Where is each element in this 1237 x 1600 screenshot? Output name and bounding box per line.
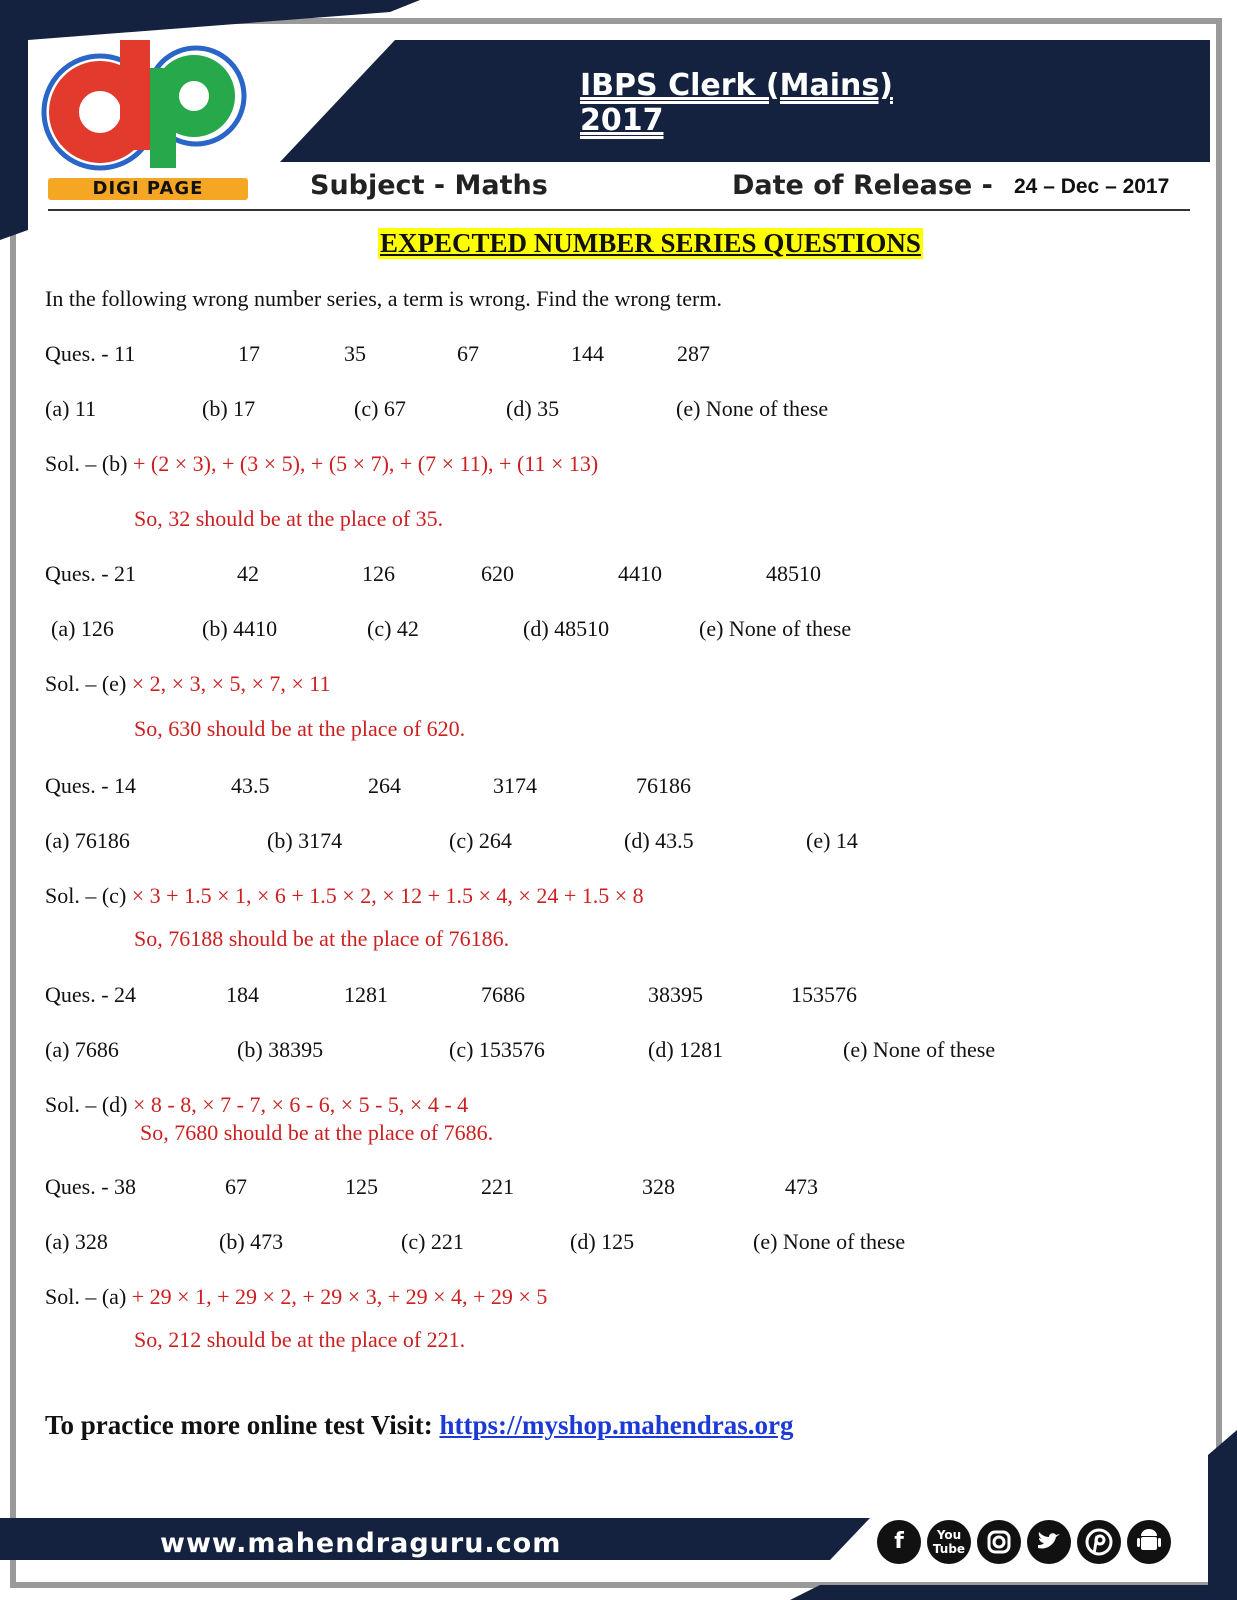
solution-line xyxy=(45,451,598,477)
series-term: 153576 xyxy=(791,982,857,1007)
option: (d) 43.5 xyxy=(624,828,694,853)
series-term: 67 xyxy=(457,341,479,366)
series-term: 17 xyxy=(238,341,260,366)
question-label: Ques. - 38 xyxy=(45,1174,137,1199)
series-term: 473 xyxy=(785,1174,818,1199)
series-term: 125 xyxy=(345,1174,378,1199)
series-term: 287 xyxy=(677,341,710,366)
question-label: Ques. - 11 xyxy=(45,341,136,366)
solution-prefix: Sol. – (d) xyxy=(45,1092,133,1117)
bottom-right-corner-shape xyxy=(790,1430,1237,1600)
series-term: 620 xyxy=(481,561,514,586)
option: (e) None of these xyxy=(676,396,829,421)
solution-line xyxy=(45,1092,468,1118)
option: (b) 38395 xyxy=(237,1037,324,1062)
option: (e) None of these xyxy=(843,1037,996,1062)
option: (a) 11 xyxy=(45,396,97,421)
option: (a) 7686 xyxy=(45,1037,119,1062)
series-term: 126 xyxy=(362,561,395,586)
solution-prefix: Sol. – (a) xyxy=(45,1284,132,1309)
practice-line xyxy=(45,1410,794,1441)
option: (c) 42 xyxy=(367,616,419,641)
practice-link[interactable]: https://myshop.mahendras.org xyxy=(439,1410,794,1440)
series-term: 4410 xyxy=(618,561,662,586)
solution-line xyxy=(45,1284,547,1310)
solution-steps: × 3 + 1.5 × 1, × 6 + 1.5 × 2, × 12 + 1.5 × 4, × 24 + 1.5 × 8 xyxy=(131,883,644,908)
question-label: Ques. - 14 xyxy=(45,773,137,798)
option: (b) 17 xyxy=(202,396,256,421)
option: (b) 4410 xyxy=(202,616,278,641)
series-term: 3174 xyxy=(493,773,537,798)
series-term: 264 xyxy=(368,773,401,798)
solution-prefix: Sol. – (b) xyxy=(45,451,133,476)
solution-note: So, 32 should be at the place of 35. xyxy=(134,506,444,531)
solution-steps: × 2, × 3, × 5, × 7, × 11 xyxy=(131,671,331,696)
instagram-icon[interactable] xyxy=(977,1520,1021,1564)
option: (d) 35 xyxy=(506,396,560,421)
option: (c) 264 xyxy=(449,828,512,853)
option: (c) 67 xyxy=(354,396,406,421)
option: (e) 14 xyxy=(806,828,858,853)
section-heading: EXPECTED NUMBER SERIES QUESTIONS xyxy=(380,228,921,258)
solution-note: So, 7680 should be at the place of 7686. xyxy=(140,1120,494,1145)
series-term: 1281 xyxy=(344,982,388,1007)
series-term: 184 xyxy=(226,982,259,1007)
option: (a) 76186 xyxy=(45,828,130,853)
solution-note: So, 212 should be at the place of 221. xyxy=(134,1327,466,1352)
solution-steps: + (2 × 3), + (3 × 5), + (5 × 7), + (7 × 11), + (11 × 13) xyxy=(133,451,599,476)
series-term: 144 xyxy=(571,341,604,366)
facebook-icon[interactable]: f xyxy=(877,1520,921,1564)
solution-steps: + 29 × 1, + 29 × 2, + 29 × 3, + 29 × 4, + 29 × 5 xyxy=(131,1284,548,1309)
option: (a) 126 xyxy=(51,616,114,641)
solution-note: So, 630 should be at the place of 620. xyxy=(134,716,466,741)
series-term: 48510 xyxy=(766,561,821,586)
solution-prefix: Sol. – (e) xyxy=(45,671,132,696)
option: (e) None of these xyxy=(699,616,852,641)
solution-line xyxy=(45,671,331,697)
series-term: 7686 xyxy=(481,982,525,1007)
android-icon[interactable] xyxy=(1127,1520,1171,1564)
youtube-icon[interactable]: You Tube xyxy=(927,1520,971,1564)
option: (c) 221 xyxy=(401,1229,464,1254)
twitter-icon[interactable] xyxy=(1027,1520,1071,1564)
series-term: 43.5 xyxy=(231,773,270,798)
option: (d) 125 xyxy=(570,1229,635,1254)
footer-website[interactable]: www.mahendraguru.com xyxy=(160,1528,562,1559)
question-label: Ques. - 21 xyxy=(45,561,137,586)
digipage-logo xyxy=(44,40,244,168)
release-label: Date of Release - xyxy=(732,170,993,201)
option: (d) 48510 xyxy=(523,616,610,641)
series-term: 38395 xyxy=(648,982,703,1007)
solution-steps: × 8 - 8, × 7 - 7, × 6 - 6, × 5 - 5, × 4 - 4 xyxy=(133,1092,469,1117)
option: (d) 1281 xyxy=(648,1037,724,1062)
logo-label: DIGI PAGE xyxy=(48,178,248,200)
series-term: 42 xyxy=(237,561,259,586)
solution-prefix: Sol. – (c) xyxy=(45,883,132,908)
series-term: 221 xyxy=(481,1174,514,1199)
question-label: Ques. - 24 xyxy=(45,982,137,1007)
option: (e) None of these xyxy=(753,1229,906,1254)
series-term: 35 xyxy=(344,341,366,366)
subject-label: Subject - Maths xyxy=(310,170,548,201)
practice-text: To practice more online test Visit: xyxy=(45,1410,440,1440)
series-term: 67 xyxy=(225,1174,247,1199)
series-term: 328 xyxy=(642,1174,675,1199)
pinterest-icon[interactable] xyxy=(1077,1520,1121,1564)
series-term: 76186 xyxy=(636,773,691,798)
option: (c) 153576 xyxy=(449,1037,545,1062)
header-divider xyxy=(48,209,1190,211)
solution-line xyxy=(45,883,644,909)
release-date: 24 – Dec – 2017 xyxy=(1014,175,1170,198)
page-title: IBPS Clerk (Mains) 2017 xyxy=(580,68,893,138)
option: (b) 473 xyxy=(219,1229,284,1254)
option: (b) 3174 xyxy=(267,828,343,853)
instructions: In the following wrong number series, a term is wrong. Find the wrong term. xyxy=(45,286,722,311)
option: (a) 328 xyxy=(45,1229,108,1254)
solution-note: So, 76188 should be at the place of 76186. xyxy=(134,926,510,951)
